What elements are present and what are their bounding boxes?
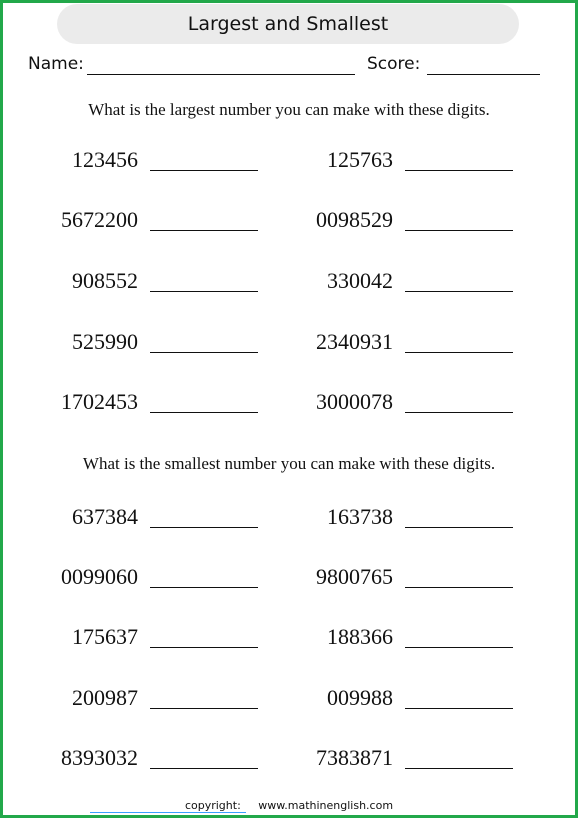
digits-number: 908552 bbox=[72, 268, 138, 293]
digits-number: 9800765 bbox=[316, 564, 393, 589]
answer-blank[interactable] bbox=[405, 352, 513, 353]
answer-blank[interactable] bbox=[150, 412, 258, 413]
answer-blank[interactable] bbox=[150, 587, 258, 588]
answer-blank[interactable] bbox=[150, 170, 258, 171]
footer bbox=[0, 799, 578, 812]
digits-number: 123456 bbox=[72, 147, 138, 172]
answer-blank[interactable] bbox=[150, 768, 258, 769]
digits-number: 200987 bbox=[72, 685, 138, 710]
digits-number: 2340931 bbox=[316, 329, 393, 354]
answer-blank[interactable] bbox=[150, 708, 258, 709]
digits-number: 125763 bbox=[327, 147, 393, 172]
answer-blank[interactable] bbox=[405, 291, 513, 292]
answer-blank[interactable] bbox=[150, 527, 258, 528]
answer-blank[interactable] bbox=[405, 708, 513, 709]
digits-number: 0099060 bbox=[61, 564, 138, 589]
digits-number: 3000078 bbox=[316, 389, 393, 414]
digits-number: 7383871 bbox=[316, 745, 393, 770]
answer-blank[interactable] bbox=[405, 170, 513, 171]
site-link[interactable]: www.mathinenglish.com bbox=[258, 799, 394, 812]
name-label: Name: bbox=[28, 54, 84, 74]
title-banner bbox=[57, 4, 519, 44]
digits-number: 330042 bbox=[327, 268, 393, 293]
smallest-instruction: What is the smallest number you can make with these digits. bbox=[82, 454, 496, 473]
answer-blank[interactable] bbox=[405, 230, 513, 231]
digits-number: 175637 bbox=[72, 624, 138, 649]
score-label: Score: bbox=[367, 54, 421, 74]
answer-blank[interactable] bbox=[405, 647, 513, 648]
digits-number: 525990 bbox=[72, 329, 138, 354]
answer-blank[interactable] bbox=[150, 230, 258, 231]
name-field[interactable] bbox=[87, 74, 355, 75]
score-field[interactable] bbox=[427, 74, 540, 75]
answer-blank[interactable] bbox=[150, 291, 258, 292]
answer-blank[interactable] bbox=[405, 527, 513, 528]
digits-number: 0098529 bbox=[316, 207, 393, 232]
answer-blank[interactable] bbox=[405, 412, 513, 413]
worksheet-title: Largest and Smallest bbox=[187, 13, 389, 35]
largest-instruction: What is the largest number you can make with these digits. bbox=[88, 100, 490, 119]
digits-number: 188366 bbox=[327, 624, 393, 649]
digits-number: 009988 bbox=[327, 685, 393, 710]
footer-underline bbox=[90, 812, 246, 813]
digits-number: 163738 bbox=[327, 504, 393, 529]
digits-number: 5672200 bbox=[61, 207, 138, 232]
answer-blank[interactable] bbox=[150, 352, 258, 353]
copyright-label: copyright: bbox=[184, 799, 241, 812]
answer-blank[interactable] bbox=[405, 587, 513, 588]
digits-number: 8393032 bbox=[61, 745, 138, 770]
digits-number: 637384 bbox=[72, 504, 138, 529]
answer-blank[interactable] bbox=[150, 647, 258, 648]
digits-number: 1702453 bbox=[61, 389, 138, 414]
answer-blank[interactable] bbox=[405, 768, 513, 769]
